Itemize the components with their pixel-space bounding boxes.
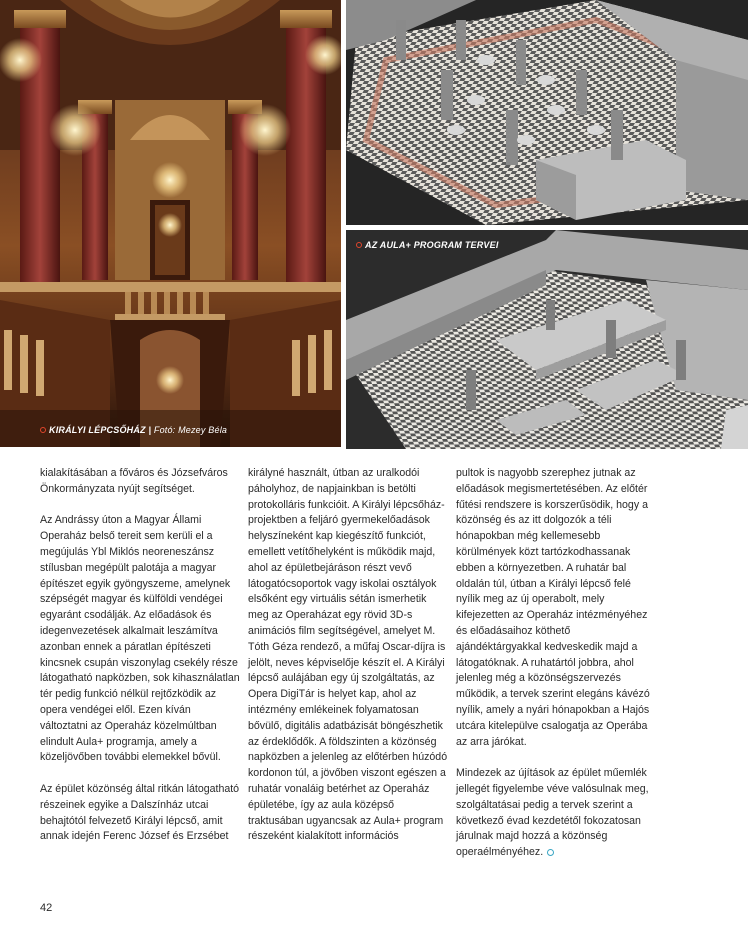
text-column-3 bbox=[456, 466, 656, 861]
end-of-article-icon bbox=[547, 849, 554, 856]
aula-plan-render-bottom bbox=[346, 230, 748, 449]
caption-bullet-icon bbox=[356, 242, 362, 248]
paragraph: kialakításában a főváros és Józsefváros Önkormányzata nyújt segítséget. bbox=[40, 467, 228, 495]
caption-bullet-icon bbox=[40, 427, 46, 433]
paragraph: pultok is nagyobb szerephez jutnak az előadások megismertetésében. Az előtér fűtési rendszere is korszerűsödik, hogy a közönség és az itt dolgozók a téli hónapokban még kellemesebb körülmények közt tartózkodhassanak ebben a környezetben. A ruhatár bal oldalán túl, útban a Királyi lépcső felé nyílik meg az új operabolt, mely kifejezetten az Operaház intézményéhez és előadásaihoz köthető ajándéktárgyakkal kedveskedik majd a látogatóknak. A ruhatártól jobbra, ahol jelenleg még a közönségszervezés működik, a tervek szerint elegáns kávézó nyílik, amely a nyári hónapokban a Hajós utcára kitelepülve csalogatja az Operába az arra járókat. bbox=[456, 467, 650, 748]
royal-staircase-photo bbox=[0, 0, 341, 447]
text-column-2 bbox=[248, 466, 448, 845]
royal-staircase-caption: KIRÁLYI LÉPCSŐHÁZ | Fotó: Mezey Béla bbox=[40, 425, 227, 435]
aula-plan-render-top bbox=[346, 0, 748, 225]
paragraph: Az épület közönség által ritkán látogatható részeinek egyike a Dalszínház utcai behajtótól felvezető Királyi lépcső, amit annak idején Ferenc József és Erzsébet bbox=[40, 782, 240, 843]
caption-title: KIRÁLYI LÉPCSŐHÁZ bbox=[49, 425, 146, 435]
page-number: 42 bbox=[40, 902, 53, 914]
aula-plan-caption bbox=[356, 240, 499, 250]
photo-credit: Fotó: Mezey Béla bbox=[153, 425, 228, 435]
paragraph: királyné használt, útban az uralkodói páholyhoz, de napjainkban is betölti protokolláris funkcióit. A Királyi lépcsőház-projektben a feljáró gyermekelőadások helyszíneként kap kiegészítő funkciót, emellett vetítőhelyként is működik majd, ahol az épületbejáráson részt vevő látogatócsoportok vagy iskolai osztályok elsőként egy virtuális sétán ismerhetik meg az Operaházat egy rövid 3D-s animációs film segítségével, amelyet M. Tóth Géza rendező, a műfaj Oscar-díjra is jelölt, neves képviselője készít el. A Királyi lépcső aulájában egy új szolgáltatás, az Opera DigiTár is helyet kap, ahol az intézmény emlékeinek folyamatosan bővülő, digitális adatbázisát böngészhetik az érdeklődők. A földszinten a közönség napközben a jelenleg az előtérben húzódó kordonon túl, a jövőben viszont egészen a ruhatár vonaláig betérhet az Operaház épületébe, így az aula középső traktusában ugyancsak az Aula+ program részeként kialakított információs bbox=[248, 467, 448, 843]
paragraph-text: Mindezek az újítások az épület műemlék jellegét figyelembe véve valósulnak meg, szolgáltatásai pedig a tervek szerint a következő évad kezdetétől fokozatosan járulnak majd hozzá a közönség operaélményéhez. bbox=[456, 767, 649, 859]
paragraph-final bbox=[456, 766, 656, 861]
text-column-1 bbox=[40, 466, 240, 845]
paragraph: Az Andrássy úton a Magyar Állami Operaház belső tereit sem kerüli el a megújulás Ybl Miklós neoreneszánsz stílusban megépült palotája a magyar építészet egyik gyöngyszeme, amelynek szépségét magyar és külföldi vendégei egyaránt csodálják. Az előadások és idegenvezetések alkalmait leszámítva azonban ennek a páratlan építészeti kincsnek csupán viszonylag csekély része látogatható napközben, sok kihasználatlan tér pedig funkció nélkül rejtőzködik az opera vendégei elől. Ezen kíván változtatni az Operaház közelmúltban elindult Aula+ programja, amely a közeljövőben további elemekkel bővül. bbox=[40, 514, 240, 764]
caption-title: AZ AULA+ PROGRAM TERVEI bbox=[365, 240, 499, 250]
